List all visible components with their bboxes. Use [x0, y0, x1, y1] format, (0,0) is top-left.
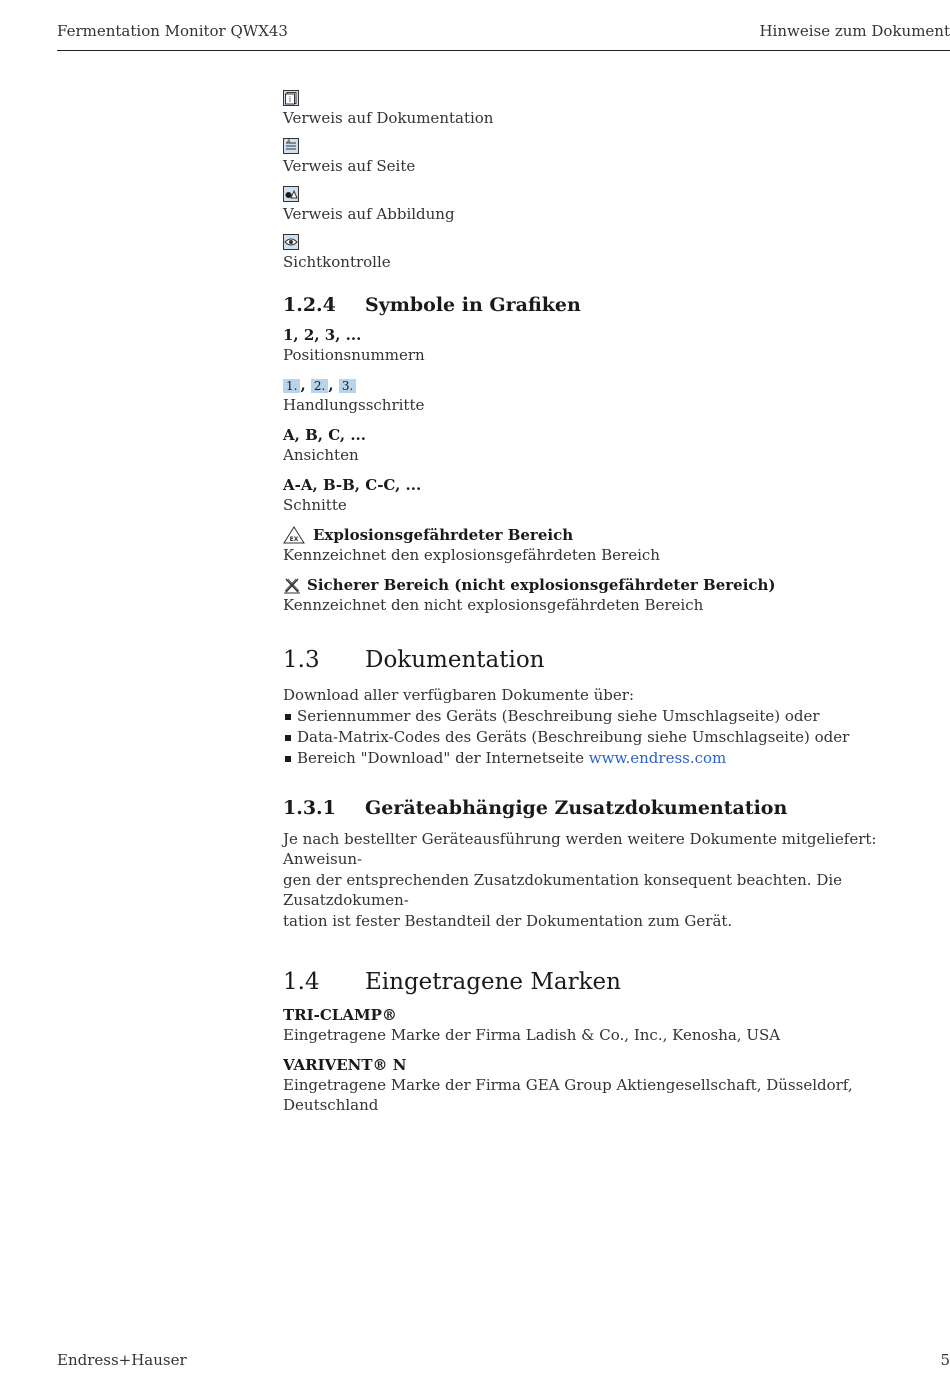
page-number: 5 [940, 1351, 950, 1369]
list-item: Data-Matrix-Codes des Geräts (Beschreibung siehe Umschlagseite) oder [283, 727, 948, 748]
list-item: Seriennummer des Geräts (Beschreibung siehe Umschlagseite) oder [283, 706, 948, 727]
figure-reference-icon [283, 186, 299, 202]
paragraph-line: tation ist fester Bestandteil der Dokumentation zum Gerät. [283, 911, 733, 930]
term: A-A, B-B, C-C, ... [283, 476, 422, 494]
list-item [283, 186, 948, 224]
section-number: 1.4 [283, 969, 320, 995]
trademark-description: Eingetragene Marke der Firma GEA Group Aktiengesellschaft, Düsseldorf, Deutschland [283, 1076, 853, 1114]
page-header [57, 20, 950, 51]
download-options-list [283, 706, 948, 769]
section-title: Eingetragene Marken [365, 969, 621, 995]
definition: Kennzeichnet den nicht explosionsgefährdeten Bereich [283, 596, 704, 614]
section-title: Symbole in Grafiken [365, 294, 581, 316]
trademark-description: Eingetragene Marke der Firma Ladish & Co., Inc., Kenosha, USA [283, 1026, 781, 1044]
svg-text:i: i [288, 95, 292, 104]
section-number: 1.3.1 [283, 796, 336, 819]
list-item-text: Bereich "Download" der Internetseite [297, 748, 589, 767]
section-title: Dokumentation [365, 647, 545, 673]
list-item [283, 748, 948, 769]
list-item [283, 138, 948, 176]
definition: Schnitte [283, 496, 347, 514]
website-link[interactable]: www.endress.com [588, 748, 727, 767]
term-with-icon [283, 575, 948, 595]
definition: Handlungsschritte [283, 396, 425, 414]
step-marker: 3. [339, 379, 356, 393]
graphic-symbol-list [283, 325, 948, 615]
chapter-title: Hinweise zum Dokument [759, 22, 950, 40]
section-heading [283, 797, 948, 819]
explosion-hazard-icon [283, 526, 305, 544]
section-number: 1.2.4 [283, 294, 336, 316]
section-title: Geräteabhängige Zusatzdokumentation [365, 796, 788, 819]
definition: Kennzeichnet den explosionsgefährdeten Bereich [283, 546, 660, 564]
separator: , [328, 376, 334, 394]
list-item [283, 90, 948, 128]
step-markers [283, 375, 948, 395]
trademark-list [283, 1005, 948, 1115]
term-with-icon [283, 525, 948, 545]
svg-text:A: A [287, 139, 291, 145]
section-number: 1.3 [283, 647, 320, 673]
paragraph-line: Je nach bestellter Geräteausführung werden weitere Dokumente mitgeliefert: Anweisun- [283, 829, 877, 868]
step-marker: 1. [283, 379, 300, 393]
document-title: Fermentation Monitor QWX43 [57, 22, 288, 40]
page-reference-icon [283, 138, 299, 154]
step-marker: 2. [311, 379, 328, 393]
symbol-list [283, 90, 948, 272]
term: 1, 2, 3, ... [283, 326, 362, 344]
footer-brand: Endress+Hauser [57, 1351, 187, 1369]
section-heading [283, 294, 948, 316]
list-item [283, 234, 948, 272]
symbol-label: Verweis auf Abbildung [283, 205, 455, 223]
documentation-reference-icon [283, 90, 299, 106]
term-label: Explosionsgefährdeter Bereich [313, 526, 574, 544]
section-heading [283, 969, 948, 995]
definition: Ansichten [283, 446, 359, 464]
trademark-name: TRI-CLAMP® [283, 1006, 397, 1024]
body-paragraph [283, 829, 948, 932]
separator: , [300, 376, 306, 394]
safe-area-icon [283, 576, 301, 594]
page-content [283, 90, 948, 1125]
symbol-label: Sichtkontrolle [283, 253, 391, 271]
svg-text:EX: EX [289, 536, 299, 543]
symbol-label: Verweis auf Dokumentation [283, 109, 494, 127]
symbol-label: Verweis auf Seite [283, 157, 416, 175]
intro-text: Download aller verfügbaren Dokumente über: [283, 686, 635, 704]
trademark-name: VARIVENT® N [283, 1056, 407, 1074]
paragraph-line: gen der entsprechenden Zusatzdokumentation konsequent beachten. Die Zusatzdokumen- [283, 870, 843, 909]
section-heading [283, 647, 948, 673]
term-label: Sicherer Bereich (nicht explosionsgefährdeter Bereich) [307, 576, 776, 594]
definition: Positionsnummern [283, 346, 425, 364]
term: A, B, C, ... [283, 426, 366, 444]
visual-inspection-icon [283, 234, 299, 250]
